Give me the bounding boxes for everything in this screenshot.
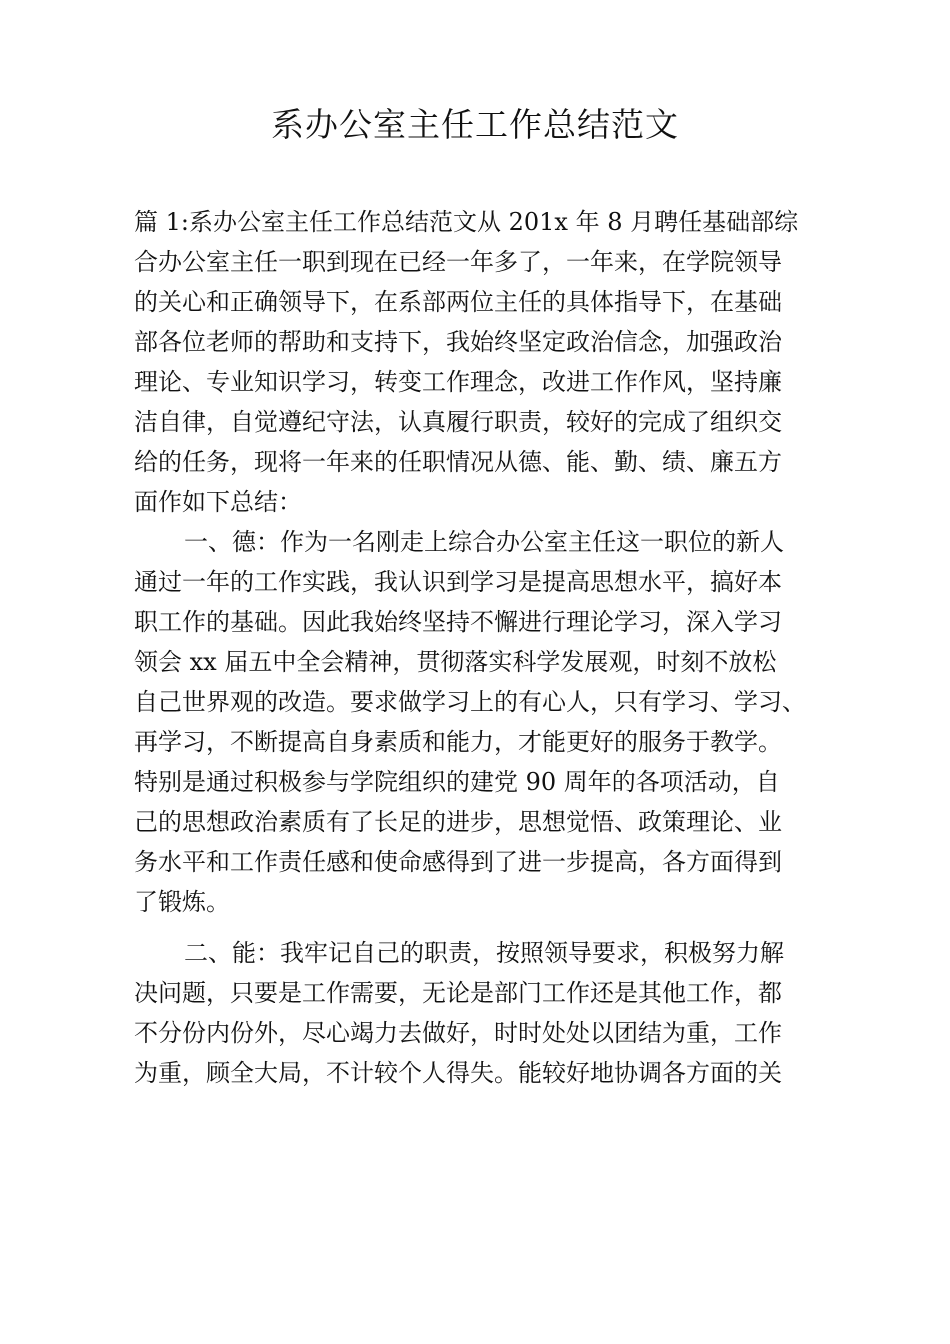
text-line: 不分份内份外，尽心竭力去做好，时时处处以团结为重，工作: [134, 1019, 782, 1047]
text-line: 再学习，不断提高自身素质和能力，才能更好的服务于教学。: [134, 728, 782, 756]
text-line: 给的任务，现将一年来的任职情况从德、能、勤、绩、廉五方: [134, 448, 782, 476]
text-line: 合办公室主任一职到现在已经一年多了，一年来，在学院领导: [134, 248, 782, 276]
text-line: 为重，顾全大局，不计较个人得失。能较好地协调各方面的关: [134, 1059, 782, 1087]
text-line: 篇 1:系办公室主任工作总结范文从 201x 年 8 月聘任基础部综: [134, 208, 799, 236]
text-line: 自己世界观的改造。要求做学习上的有心人，只有学习、学习、: [134, 688, 806, 716]
document-body: [134, 202, 834, 1093]
paragraph-gap: [134, 922, 834, 933]
text-line: 理论、专业知识学习，转变工作理念，改进工作作风，坚持廉: [134, 368, 782, 396]
text-line: 决问题，只要是工作需要，无论是部门工作还是其他工作，都: [134, 979, 782, 1007]
text-line: 一、德：作为一名刚走上综合办公室主任这一职位的新人: [184, 528, 784, 556]
text-line: 的关心和正确领导下，在系部两位主任的具体指导下，在基础: [134, 288, 782, 316]
text-line: 职工作的基础。因此我始终坚持不懈进行理论学习，深入学习: [134, 608, 782, 636]
document-title: 系办公室主任工作总结范文: [271, 105, 679, 144]
text-line: 通过一年的工作实践，我认识到学习是提高思想水平，搞好本: [134, 568, 782, 596]
text-line: 二、能：我牢记自己的职责，按照领导要求，积极努力解: [184, 939, 784, 967]
text-line: 洁自律，自觉遵纪守法，认真履行职责，较好的完成了组织交: [134, 408, 782, 436]
text-line: 己的思想政治素质有了长足的进步，思想觉悟、政策理论、业: [134, 808, 782, 836]
text-line: 特别是通过积极参与学院组织的建党 90 周年的各项活动，自: [134, 768, 780, 796]
text-line: 领会 xx 届五中全会精神，贯彻落实科学发展观，时刻不放松: [134, 648, 777, 676]
text-line: 了锻炼。: [134, 888, 230, 916]
text-line: 务水平和工作责任感和使命感得到了进一步提高，各方面得到: [134, 848, 782, 876]
text-line: 部各位老师的帮助和支持下，我始终坚定政治信念，加强政治: [134, 328, 782, 356]
text-line: 面作如下总结：: [134, 488, 302, 516]
